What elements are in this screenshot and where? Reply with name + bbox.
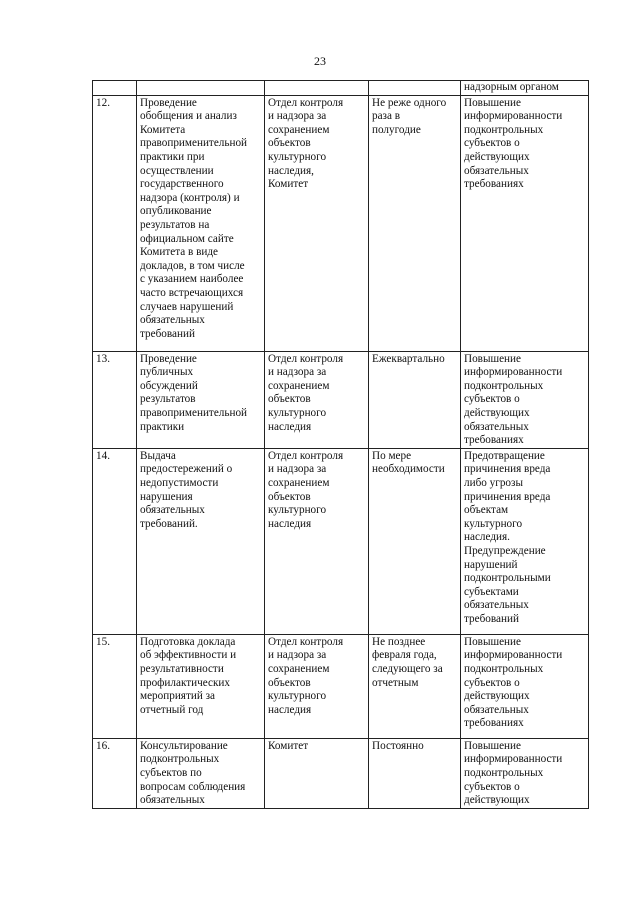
cell-num: [93, 81, 137, 96]
cell-responsible: [265, 351, 369, 448]
cell-event-line: вопросам соблюдения: [140, 780, 246, 793]
cell-event-line: обязательных: [140, 794, 205, 807]
cell-responsible: [265, 634, 369, 738]
cell-result-line: либо угрозы: [464, 476, 523, 489]
cell-event-line: обязательных: [140, 314, 205, 327]
cell-event-line: часто встречающихся: [140, 286, 244, 299]
cell-event: [137, 738, 265, 808]
cell-result: [461, 81, 589, 96]
cell-responsible-line: объектов: [268, 137, 311, 150]
cell-event-line: Выдача: [140, 449, 176, 462]
cell-event-line: результативности: [140, 662, 224, 675]
cell-result-line: требованиях: [464, 717, 524, 730]
cell-timing-line: Ежеквартально: [372, 352, 445, 365]
cell-event-line: опубликование: [140, 205, 212, 218]
cell-event-line: правоприменительной: [140, 137, 248, 150]
cell-timing-line: отчетным: [372, 676, 419, 689]
cell-event-line: Комитета: [140, 123, 186, 136]
cell-result-line: субъектов о: [464, 137, 520, 150]
cell-event-line: результатов на: [140, 218, 210, 231]
cell-result-line: обязательных: [464, 703, 529, 716]
cell-result-line: требованиях: [464, 178, 524, 191]
cell-num-line: 12.: [96, 96, 110, 109]
cell-num: [93, 95, 137, 351]
cell-result: [461, 634, 589, 738]
cell-event-line: практики при: [140, 150, 205, 163]
continuation-result-text: надзорным органом: [464, 81, 559, 93]
table-row: [93, 95, 589, 351]
cell-result-line: подконтрольных: [464, 766, 544, 779]
cell-result-line: обязательных: [464, 420, 529, 433]
cell-responsible-line: наследия: [268, 703, 312, 716]
page-number: 23: [314, 54, 326, 68]
cell-result-line: культурного: [464, 517, 523, 530]
cell-responsible: [265, 95, 369, 351]
cell-result-line: действующих: [464, 690, 530, 703]
cell-num: [93, 634, 137, 738]
cell-result-line: Повышение: [464, 635, 521, 648]
cell-responsible-line: и надзора за: [268, 366, 327, 379]
cell-timing-line: необходимости: [372, 463, 445, 476]
cell-result-line: объектам: [464, 504, 509, 517]
cell-responsible-line: и надзора за: [268, 463, 327, 476]
cell-responsible-line: наследия,: [268, 164, 314, 177]
cell-event-line: практики: [140, 420, 185, 433]
cell-event-line: официальном сайте: [140, 232, 234, 245]
cell-event: [137, 95, 265, 351]
cell-responsible-line: Отдел контроля: [268, 96, 344, 109]
cell-result-line: Повышение: [464, 352, 521, 365]
cell-event: [137, 351, 265, 448]
cell-result-line: обязательных: [464, 164, 529, 177]
cell-event-line: нарушения: [140, 490, 193, 503]
table-row: [93, 448, 589, 634]
cell-responsible-line: Комитет: [268, 739, 309, 752]
cell-num-line: 13.: [96, 352, 110, 365]
cell-responsible-line: Отдел контроля: [268, 635, 344, 648]
cell-result-line: информированности: [464, 649, 563, 662]
cell-timing-line: По мере: [372, 449, 412, 462]
cell-timing: [369, 634, 461, 738]
cell-event-line: субъектов по: [140, 766, 202, 779]
cell-result-line: Повышение: [464, 739, 521, 752]
cell-event-line: отчетный год: [140, 703, 204, 716]
cell-result-line: информированности: [464, 110, 563, 123]
cell-result-line: причинения вреда: [464, 490, 551, 503]
cell-event-line: обязательных: [140, 504, 205, 517]
cell-result-line: подконтрольных: [464, 662, 544, 675]
cell-responsible-line: сохранением: [268, 662, 330, 675]
cell-responsible-line: сохранением: [268, 379, 330, 392]
cell-result-line: обязательных: [464, 599, 529, 612]
cell-responsible-line: наследия: [268, 517, 312, 530]
cell-num-line: 16.: [96, 739, 110, 752]
cell-result-line: нарушений: [464, 558, 518, 571]
cell-result-line: субъектов о: [464, 393, 520, 406]
cell-event-line: публичных: [140, 366, 194, 379]
cell-event-line: Проведение: [140, 352, 197, 365]
cell-result: [461, 95, 589, 351]
prevention-plan-table: [92, 80, 589, 809]
cell-result-line: наследия.: [464, 531, 510, 544]
cell-event-line: требований: [140, 327, 195, 340]
cell-timing-line: Не реже одного: [372, 96, 447, 109]
cell-result-line: субъектов о: [464, 676, 520, 689]
cell-result-line: действующих: [464, 150, 530, 163]
cell-event: [137, 634, 265, 738]
cell-responsible-line: сохранением: [268, 476, 330, 489]
cell-responsible-line: и надзора за: [268, 110, 327, 123]
cell-result-line: подконтрольных: [464, 379, 544, 392]
cell-result: [461, 448, 589, 634]
cell-num: [93, 448, 137, 634]
cell-responsible-line: объектов: [268, 676, 311, 689]
table-row: [93, 634, 589, 738]
cell-timing-line: февраля года,: [372, 649, 437, 662]
cell-event-line: Консультирование: [140, 739, 228, 752]
cell-event-line: профилактических: [140, 676, 230, 689]
cell-timing-line: полугодие: [372, 123, 421, 136]
cell-responsible-line: и надзора за: [268, 649, 327, 662]
cell-result-line: информированности: [464, 753, 563, 766]
cell-event-line: надзора (контроля) и: [140, 191, 240, 204]
cell-result-line: информированности: [464, 366, 563, 379]
cell-event-line: случаев нарушений: [140, 300, 234, 313]
cell-responsible-line: культурного: [268, 690, 327, 703]
cell-event-line: обсуждений: [140, 379, 198, 392]
cell-timing: [369, 738, 461, 808]
cell-event-line: Комитета в виде: [140, 246, 219, 259]
cell-result-line: требованиях: [464, 434, 524, 447]
cell-responsible-line: Комитет: [268, 178, 309, 191]
cell-responsible-line: наследия: [268, 420, 312, 433]
cell-responsible-line: объектов: [268, 490, 311, 503]
cell-event-line: осуществлении: [140, 164, 214, 177]
cell-timing-line: Не позднее: [372, 635, 426, 648]
cell-event-line: докладов, в том числе: [140, 259, 245, 272]
cell-event-line: недопустимости: [140, 476, 219, 489]
cell-timing: [369, 448, 461, 634]
cell-responsible: [265, 81, 369, 96]
table-row: [93, 738, 589, 808]
cell-result-line: действующих: [464, 406, 530, 419]
cell-result-line: субъектов о: [464, 780, 520, 793]
cell-event-line: обобщения и анализ: [140, 110, 237, 123]
cell-event-line: требований.: [140, 517, 198, 530]
cell-num: [93, 351, 137, 448]
cell-timing: [369, 351, 461, 448]
cell-result-line: Предотвращение: [464, 449, 545, 462]
cell-timing-line: Постоянно: [372, 739, 424, 752]
cell-timing-line: раза в: [372, 110, 401, 123]
cell-event-line: Проведение: [140, 96, 197, 109]
cell-result-line: причинения вреда: [464, 463, 551, 476]
cell-event-line: правоприменительной: [140, 406, 248, 419]
cell-event-line: об эффективности и: [140, 649, 237, 662]
cell-event-line: Подготовка доклада: [140, 635, 236, 648]
cell-event: [137, 448, 265, 634]
cell-result: [461, 738, 589, 808]
cell-num-line: 14.: [96, 449, 110, 462]
cell-timing: [369, 95, 461, 351]
cell-result-line: подконтрольными: [464, 572, 551, 585]
cell-num-line: 15.: [96, 635, 110, 648]
cell-result-line: подконтрольных: [464, 123, 544, 136]
cell-result-line: субъектами: [464, 585, 519, 598]
cell-event-line: подконтрольных: [140, 753, 220, 766]
table-row: [93, 351, 589, 448]
cell-timing-line: следующего за: [372, 662, 443, 675]
cell-responsible-line: Отдел контроля: [268, 352, 344, 365]
cell-responsible-line: культурного: [268, 150, 327, 163]
cell-responsible-line: объектов: [268, 393, 311, 406]
cell-timing: [369, 81, 461, 96]
cell-result-line: требований: [464, 612, 519, 625]
cell-result-line: Повышение: [464, 96, 521, 109]
cell-event-line: с указанием наиболее: [140, 273, 244, 286]
cell-responsible: [265, 448, 369, 634]
cell-result: [461, 351, 589, 448]
cell-responsible-line: сохранением: [268, 123, 330, 136]
cell-responsible: [265, 738, 369, 808]
cell-result-line: действующих: [464, 794, 530, 807]
cell-event: [137, 81, 265, 96]
cell-event-line: государственного: [140, 178, 224, 191]
cell-result-line: Предупреждение: [464, 544, 546, 557]
cell-event-line: мероприятий за: [140, 690, 215, 703]
cell-event-line: результатов: [140, 393, 196, 406]
cell-responsible-line: Отдел контроля: [268, 449, 344, 462]
cell-num: [93, 738, 137, 808]
cell-event-line: предостережений о: [140, 463, 233, 476]
cell-responsible-line: культурного: [268, 406, 327, 419]
continuation-row: [93, 81, 589, 96]
cell-responsible-line: культурного: [268, 504, 327, 517]
